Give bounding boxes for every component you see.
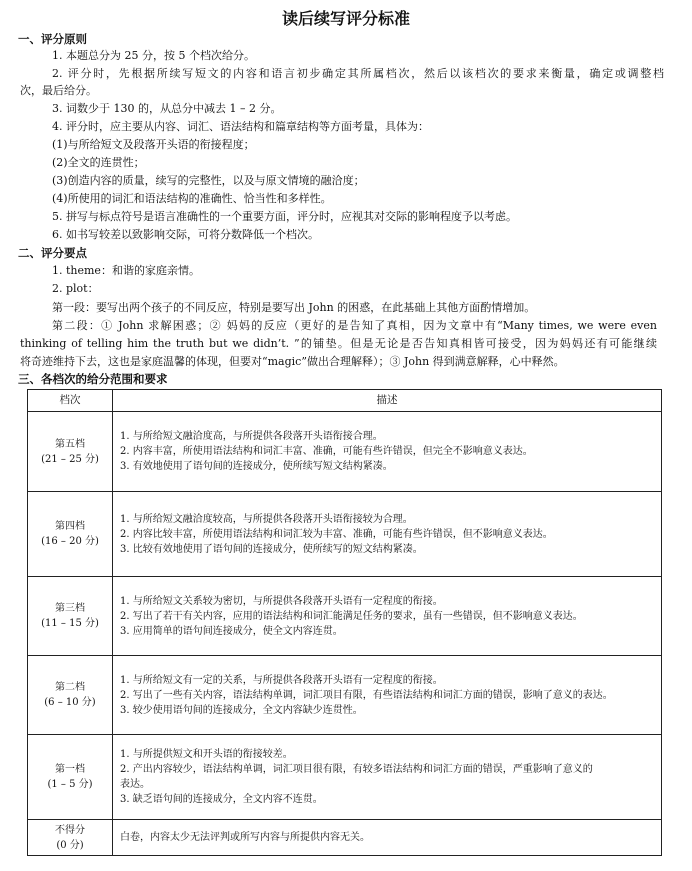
description-item: 1. 与所给短文融洽度较高，与所提供各段落开头语衔接较为合理。 [120, 513, 413, 525]
table-row [28, 577, 662, 656]
description-cell [113, 656, 662, 735]
level-name: 第一档 [55, 764, 85, 775]
principle-6: 6. 如书写较差以致影响交际，可将分数降低一个档次。 [52, 228, 319, 241]
description-item: 1. 与所给短文融洽度高，与所提供各段落开头语衔接合理。 [120, 431, 383, 442]
column-header-level: 档次 [28, 390, 113, 412]
description-item: 1. 与所提供短文和开头语的衔接较差。 [120, 749, 293, 760]
key-point-plot: 2. plot： [52, 282, 99, 295]
level-cell [28, 492, 113, 577]
principle-4: 4. 评分时，应主要从内容、词汇、语法结构和篇章结构等方面考量，具体为： [52, 120, 429, 133]
level-range: (6 – 10 分) [44, 697, 96, 708]
level-range: (11 – 15 分) [41, 618, 99, 629]
description-item: 2. 内容比较丰富，所使用语法结构和词汇较为丰富、准确，可能有些许错误，但不影响意义表达。 [120, 528, 553, 540]
principle-2-line-2: 次，最后给分。 [20, 84, 97, 97]
description-item: 1. 与所给短文关系较为密切，与所提供各段落开头语有一定程度的衔接。 [120, 595, 443, 607]
plot-paragraph-1: 第一段：要写出两个孩子的不同反应，特别是要写出 John 的困惑，在此基础上其他方面酌情增加。 [52, 301, 536, 314]
table-row [28, 656, 662, 735]
table-row [28, 492, 662, 577]
key-point-theme: 1. theme：和谐的家庭亲情。 [52, 264, 200, 277]
description-item: 3. 较少使用语句间的连接成分，全文内容缺少连贯性。 [120, 704, 363, 716]
description-item: 3. 有效地使用了语句间的连接成分，使所续写短文结构紧凑。 [120, 461, 393, 472]
level-cell [28, 577, 113, 656]
level-cell [28, 656, 113, 735]
level-name: 不得分 [55, 824, 85, 836]
principle-4-point-3: (3)创造内容的质量，续写的完整性，以及与原文情境的融洽度； [52, 174, 365, 187]
description-item: 2. 写出了一些有关内容，语法结构单调，词汇项目有限，有些语法结构和词汇方面的错误，影响了意义的表达。 [120, 689, 613, 701]
table-header-row [28, 390, 662, 412]
description-cell [113, 492, 662, 577]
description-item: 3. 比较有效地使用了语句间的连接成分，使所续写的短文结构紧凑。 [120, 543, 423, 555]
scoring-levels-table [27, 389, 662, 856]
plot-paragraph-2-line-3: 将奇迹维持下去，这也是家庭温馨的体现，但要对“magic”做出合理解释）；③ John 得到满意解释，心中释然。 [20, 355, 565, 368]
description-cell [113, 577, 662, 656]
plot-paragraph-2-line-1: 第二段：① John 求解困惑；② 妈妈的反应（更好的是告知了真相，因为文章中有“Many times, we were even [52, 319, 657, 332]
table-row [28, 735, 662, 820]
level-cell [28, 412, 113, 492]
column-header-description: 描述 [113, 390, 662, 412]
principle-4-point-1: (1)与所给短文及段落开头语的衔接程度； [52, 138, 255, 151]
section-heading-key-points: 二、评分要点 [18, 246, 87, 260]
description-cell [113, 820, 662, 856]
description-item: 2. 产出内容较少，语法结构单调，词汇项目很有限，有较多语法结构和词汇方面的错误，严重影响了意义的 [120, 764, 593, 775]
level-range: (1 – 5 分) [47, 779, 93, 790]
principle-3: 3. 词数少于 130 的，从总分中减去 1 – 2 分。 [52, 102, 282, 115]
table-row [28, 412, 662, 492]
description-item: 3. 缺乏语句间的连接成分，全文内容不连贯。 [120, 794, 323, 805]
section-heading-principles: 一、评分原则 [18, 32, 87, 46]
description-cell [113, 735, 662, 820]
principle-4-point-2: (2)全文的连贯性； [52, 156, 145, 169]
level-cell [28, 820, 113, 856]
level-name: 第五档 [55, 438, 85, 450]
level-range: (0 分) [56, 839, 84, 851]
description-cell [113, 412, 662, 492]
section-heading-levels: 三、各档次的给分范围和要求 [18, 372, 168, 386]
principle-5: 5. 拼写与标点符号是语言准确性的一个重要方面，评分时，应视其对交际的影响程度予以考虑。 [52, 210, 517, 223]
description-item: 白卷，内容太少无法评判或所写内容与所提供内容无关。 [120, 832, 370, 843]
document-title: 读后续写评分标准 [281, 9, 410, 28]
level-cell [28, 735, 113, 820]
description-item: 1. 与所给短文有一定的关系，与所提供各段落开头语有一定程度的衔接。 [120, 674, 443, 686]
level-name: 第四档 [55, 521, 85, 532]
level-name: 第二档 [55, 682, 85, 693]
description-item: 3. 应用简单的语句间连接成分，使全文内容连贯。 [120, 625, 343, 637]
description-item: 表达。 [120, 779, 150, 790]
level-name: 第三档 [55, 603, 85, 614]
table-row [28, 820, 662, 856]
plot-paragraph-2-line-2: thinking of telling him the truth but we didn’t. ”的铺垫。但是无论是否告知真相皆可接受，因为妈妈还有可能继续 [20, 337, 657, 350]
principle-4-point-4: (4)所使用的词汇和语法结构的准确性、恰当性和多样性。 [52, 192, 332, 205]
description-item: 2. 写出了若干有关内容，应用的语法结构和词汇能满足任务的要求，虽有一些错误，但不影响意义表达。 [120, 610, 583, 622]
level-range: (21 – 25 分) [41, 453, 99, 465]
description-item: 2. 内容丰富，所使用语法结构和词汇丰富、准确，可能有些许错误，但完全不影响意义表达。 [120, 446, 533, 457]
principle-2-line-1: 2. 评分时，先根据所续写短文的内容和语言初步确定其所属档次，然后以该档次的要求来衡量，确定或调整档 [52, 67, 664, 80]
principle-1: 1. 本题总分为 25 分，按 5 个档次给分。 [52, 49, 255, 62]
level-range: (16 – 20 分) [41, 536, 99, 547]
